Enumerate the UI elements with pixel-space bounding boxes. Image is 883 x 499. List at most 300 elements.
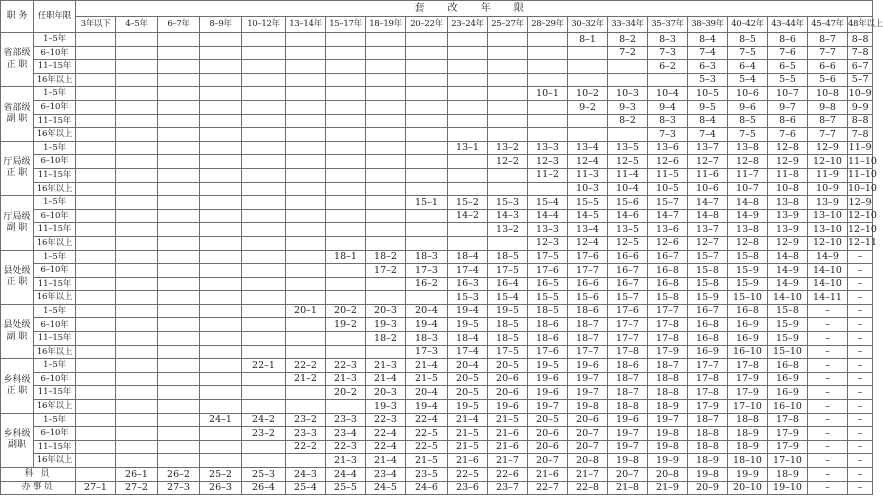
grade-cell: 15–7	[608, 291, 648, 305]
grade-cell: 5–4	[728, 73, 768, 87]
empty-cell	[488, 128, 528, 142]
grade-cell: 7–7	[808, 128, 848, 142]
grade-cell: 10–5	[648, 182, 688, 196]
empty-cell	[76, 114, 116, 128]
empty-cell	[200, 128, 242, 142]
empty-cell	[488, 236, 528, 250]
table-row	[1, 114, 873, 128]
tenure-cell: 1–5年	[34, 250, 76, 264]
empty-cell	[406, 128, 448, 142]
range-header: 15–17年	[326, 17, 366, 33]
empty-cell	[76, 454, 116, 468]
grade-cell: 17–7	[608, 318, 648, 332]
empty-cell	[488, 73, 528, 87]
empty-cell	[200, 46, 242, 60]
grade-cell: 17–10	[728, 400, 768, 414]
grade-cell: 14–5	[568, 209, 608, 223]
empty-cell	[116, 182, 158, 196]
empty-cell	[406, 73, 448, 87]
grade-cell: 20–4	[448, 359, 488, 373]
empty-cell	[448, 236, 488, 250]
grade-cell: 6–5	[768, 60, 808, 74]
empty-cell	[326, 141, 366, 155]
grade-cell: 21–7	[568, 468, 608, 482]
grade-cell: 22–6	[488, 468, 528, 482]
grade-cell: 5–6	[808, 73, 848, 87]
grade-cell: 19–8	[648, 427, 688, 441]
position-group-label: 乡科级 正 职	[1, 359, 34, 413]
range-header: 25–27年	[488, 17, 528, 33]
empty-cell	[242, 155, 286, 169]
empty-cell	[406, 141, 448, 155]
empty-cell	[76, 250, 116, 264]
grade-cell: 24–6	[406, 481, 448, 495]
grade-cell: 21–6	[488, 440, 528, 454]
grade-cell: 17–7	[568, 345, 608, 359]
range-header: 33–34年	[608, 17, 648, 33]
grade-cell: 11–5	[648, 168, 688, 182]
grade-cell: 17–3	[406, 264, 448, 278]
empty-cell	[200, 454, 242, 468]
grade-cell: 19–5	[488, 304, 528, 318]
empty-cell	[326, 236, 366, 250]
tenure-cell: 1–5年	[34, 304, 76, 318]
grade-cell: 15–5	[568, 196, 608, 210]
grade-cell: 23–6	[448, 481, 488, 495]
grade-cell: 17–7	[608, 332, 648, 346]
empty-cell	[242, 264, 286, 278]
table-row	[1, 440, 873, 454]
grade-cell: 11–10	[848, 155, 877, 167]
empty-cell	[76, 345, 116, 359]
position-label: 科 员	[1, 468, 76, 482]
grade-cell: 18–4	[448, 332, 488, 346]
empty-cell	[200, 100, 242, 114]
grade-cell: 17–6	[528, 345, 568, 359]
grade-cell: 18–1	[326, 250, 366, 264]
tenure-cell: 1–5年	[34, 196, 76, 210]
grade-cell: –	[848, 359, 873, 373]
grade-cell: 24–1	[200, 413, 242, 427]
empty-cell	[286, 332, 326, 346]
grade-cell: 11–4	[608, 168, 648, 182]
position-group-label: 省部级 副 职	[1, 87, 34, 141]
empty-cell	[200, 73, 242, 87]
grade-cell: 18–7	[568, 318, 608, 332]
empty-cell	[158, 60, 200, 74]
empty-cell	[242, 73, 286, 87]
empty-cell	[76, 359, 116, 373]
empty-cell	[116, 359, 158, 373]
table-row	[1, 481, 873, 495]
grade-cell: 23–4	[326, 427, 366, 441]
empty-cell	[116, 440, 158, 454]
tenure-cell: 11–15年	[34, 168, 76, 182]
grade-cell: 23–4	[366, 468, 406, 482]
grade-cell: 18–8	[688, 427, 728, 441]
grade-cell: 7–5	[728, 128, 768, 142]
grade-cell: 11–8	[768, 168, 808, 182]
empty-cell	[116, 168, 158, 182]
tenure-cell: 16年以上	[34, 73, 76, 87]
empty-cell	[286, 345, 326, 359]
grade-cell: 10–7	[728, 182, 768, 196]
empty-cell	[158, 73, 200, 87]
grade-cell: 15–1	[406, 196, 448, 210]
empty-cell	[406, 236, 448, 250]
grade-cell: 10–9	[808, 182, 848, 196]
position-group-label: 厅局级 正 职	[1, 141, 34, 195]
grade-cell: 5–5	[768, 73, 808, 87]
grade-cell: 24–2	[242, 413, 286, 427]
empty-cell	[488, 87, 528, 101]
empty-cell	[116, 141, 158, 155]
empty-cell	[286, 277, 326, 291]
empty-cell	[200, 236, 242, 250]
grade-cell: 14–10	[808, 264, 848, 278]
empty-cell	[76, 468, 116, 482]
empty-cell	[326, 264, 366, 278]
grade-cell: 13–2	[488, 141, 528, 155]
table-row	[1, 318, 873, 332]
position-label: 办事员	[1, 481, 76, 495]
position-group-label: 省部级 正 职	[1, 33, 34, 87]
tenure-cell: 11–15年	[34, 60, 76, 74]
empty-cell	[528, 60, 568, 74]
empty-cell	[242, 209, 286, 223]
grade-cell: 10–8	[808, 87, 848, 101]
grade-cell: 19–2	[326, 318, 366, 332]
tenure-cell: 16年以上	[34, 182, 76, 196]
empty-cell	[608, 128, 648, 142]
grade-cell: 17–8	[648, 332, 688, 346]
grade-cell: 19–5	[448, 318, 488, 332]
tenure-cell: 6–10年	[34, 100, 76, 114]
grade-cell: 15–9	[728, 277, 768, 291]
grade-cell: 20–5	[528, 413, 568, 427]
empty-cell	[286, 128, 326, 142]
grade-cell: 12–4	[568, 155, 608, 169]
grade-cell: 13–5	[608, 223, 648, 237]
grade-cell: 17–5	[528, 250, 568, 264]
empty-cell	[158, 345, 200, 359]
grade-cell: 18–7	[688, 413, 728, 427]
empty-cell	[200, 332, 242, 346]
empty-cell	[158, 440, 200, 454]
empty-cell	[286, 100, 326, 114]
grade-cell: 18–8	[648, 386, 688, 400]
empty-cell	[366, 182, 406, 196]
grade-cell: 7–4	[688, 46, 728, 60]
header-row-top	[1, 1, 873, 17]
grade-cell: 20–7	[568, 427, 608, 441]
empty-cell	[158, 209, 200, 223]
empty-cell	[242, 87, 286, 101]
grade-cell: 14–8	[688, 209, 728, 223]
empty-cell	[158, 304, 200, 318]
empty-cell	[242, 250, 286, 264]
empty-cell	[326, 345, 366, 359]
grade-cell: 17–5	[488, 264, 528, 278]
empty-cell	[76, 209, 116, 223]
empty-cell	[608, 73, 648, 87]
empty-cell	[76, 46, 116, 60]
empty-cell	[326, 182, 366, 196]
empty-cell	[242, 386, 286, 400]
grade-cell: 10–8	[768, 182, 808, 196]
table-row	[1, 277, 873, 291]
empty-cell	[116, 128, 158, 142]
empty-cell	[488, 168, 528, 182]
empty-cell	[76, 386, 116, 400]
empty-cell	[488, 182, 528, 196]
empty-cell	[76, 33, 116, 47]
grade-cell: 17–6	[608, 304, 648, 318]
grade-cell: 23–3	[326, 413, 366, 427]
grade-cell: –	[848, 318, 873, 332]
empty-cell	[448, 73, 488, 87]
grade-cell: 12–9	[848, 196, 872, 208]
grade-cell: 22–8	[568, 481, 608, 495]
empty-cell	[76, 236, 116, 250]
grade-cell: 12–6	[648, 155, 688, 169]
grade-cell: 14–10	[808, 277, 848, 291]
grade-cell: 23–7	[488, 481, 528, 495]
empty-cell	[76, 73, 116, 87]
grade-cell: 9–8	[808, 100, 848, 114]
grade-cell: 8–2	[608, 114, 648, 128]
empty-cell	[286, 168, 326, 182]
grade-cell: 18–7	[568, 332, 608, 346]
grade-cell: 15–4	[488, 291, 528, 305]
empty-cell	[406, 87, 448, 101]
grade-cell: 17–2	[366, 264, 406, 278]
grade-cell: 15–2	[448, 196, 488, 210]
empty-cell	[158, 318, 200, 332]
empty-cell	[158, 372, 200, 386]
table-row	[1, 454, 873, 468]
grade-cell: 19–4	[406, 318, 448, 332]
empty-cell	[116, 291, 158, 305]
empty-cell	[76, 372, 116, 386]
empty-cell	[76, 332, 116, 346]
grade-cell: 19–4	[448, 304, 488, 318]
tenure-cell: 1–5年	[34, 413, 76, 427]
grade-cell: 17–9	[768, 440, 808, 454]
grade-cell: –	[808, 386, 848, 400]
grade-cell: 7–2	[608, 46, 648, 60]
grade-cell: 13–8	[728, 141, 768, 155]
grade-cell: 11–9	[808, 168, 848, 182]
grade-cell: 10–2	[568, 87, 608, 101]
empty-cell	[200, 359, 242, 373]
grade-cell: 7–5	[728, 46, 768, 60]
grade-cell: 8–3	[648, 33, 688, 47]
empty-cell	[568, 128, 608, 142]
range-header: 38–39年	[688, 17, 728, 33]
grade-cell: 15–7	[688, 250, 728, 264]
grade-cell: 8–6	[768, 114, 808, 128]
grade-cell: 13–9	[808, 196, 848, 210]
range-header: 4–5年	[116, 17, 158, 33]
grade-cell: 20–5	[448, 386, 488, 400]
grade-cell: 11–7	[728, 168, 768, 182]
grade-cell: 18–3	[406, 250, 448, 264]
empty-cell	[568, 114, 608, 128]
empty-cell	[366, 223, 406, 237]
grade-cell: 19–8	[608, 454, 648, 468]
tenure-cell: 16年以上	[34, 291, 76, 305]
grade-cell: 14–9	[768, 264, 808, 278]
grade-cell: 16–8	[648, 264, 688, 278]
grade-cell: 22–4	[366, 440, 406, 454]
empty-cell	[648, 73, 688, 87]
grade-cell: 19–6	[568, 359, 608, 373]
grade-cell: 17–8	[768, 413, 808, 427]
range-header: 28–29年	[528, 17, 568, 33]
range-header: 6–7年	[158, 17, 200, 33]
empty-cell	[326, 332, 366, 346]
empty-cell	[286, 223, 326, 237]
grade-cell: 13–8	[728, 223, 768, 237]
grade-cell: 12–4	[568, 236, 608, 250]
grade-cell: 8–2	[608, 33, 648, 47]
empty-cell	[158, 128, 200, 142]
empty-cell	[200, 196, 242, 210]
grade-cell: 26–3	[200, 481, 242, 495]
grade-cell: 10–3	[568, 182, 608, 196]
grade-cell: 19–7	[608, 440, 648, 454]
range-header: 35–37年	[648, 17, 688, 33]
empty-cell	[116, 46, 158, 60]
grade-cell: 7–3	[648, 128, 688, 142]
grade-cell: 15–10	[728, 291, 768, 305]
grade-cell: 12–5	[608, 155, 648, 169]
table-row	[1, 128, 873, 142]
grade-cell: 18–5	[528, 304, 568, 318]
grade-cell: 23–2	[242, 427, 286, 441]
grade-cell: –	[848, 250, 873, 264]
empty-cell	[366, 46, 406, 60]
grade-cell: 14–8	[768, 250, 808, 264]
empty-cell	[448, 87, 488, 101]
empty-cell	[528, 100, 568, 114]
grade-cell: 21–4	[406, 359, 448, 373]
grade-cell: 20–6	[488, 386, 528, 400]
grade-cell: 17–8	[648, 318, 688, 332]
empty-cell	[200, 141, 242, 155]
grade-cell: 18–6	[568, 304, 608, 318]
grade-cell: 7–4	[688, 128, 728, 142]
empty-cell	[200, 182, 242, 196]
grade-cell: 14–11	[808, 291, 848, 305]
grade-cell: 9–2	[568, 100, 608, 114]
empty-cell	[286, 73, 326, 87]
grade-cell: 18–9	[728, 440, 768, 454]
empty-cell	[286, 386, 326, 400]
table-row	[1, 291, 873, 305]
table-row	[1, 372, 873, 386]
grade-cell: 14–9	[728, 209, 768, 223]
grade-cell: –	[848, 427, 873, 441]
grade-cell: –	[808, 345, 848, 359]
empty-cell	[200, 114, 242, 128]
grade-cell: –	[808, 481, 848, 495]
empty-cell	[448, 33, 488, 47]
empty-cell	[200, 386, 242, 400]
grade-cell: 12–9	[808, 141, 848, 155]
empty-cell	[406, 155, 448, 169]
grade-cell: 22–4	[366, 427, 406, 441]
grade-cell: 17–4	[448, 264, 488, 278]
empty-cell	[116, 318, 158, 332]
grade-cell: 7–6	[768, 46, 808, 60]
empty-cell	[608, 60, 648, 74]
grade-cell: 16–7	[688, 304, 728, 318]
empty-cell	[200, 250, 242, 264]
empty-cell	[242, 400, 286, 414]
empty-cell	[200, 291, 242, 305]
grade-cell: 20–5	[488, 359, 528, 373]
grade-cell: 11–9	[848, 142, 872, 154]
grade-cell: 21–4	[366, 454, 406, 468]
empty-cell	[76, 182, 116, 196]
empty-cell	[158, 359, 200, 373]
grade-cell: –	[848, 454, 873, 468]
grade-cell: 10–1	[528, 87, 568, 101]
grade-cell: 20–4	[406, 304, 448, 318]
grade-cell: 15–9	[688, 291, 728, 305]
empty-cell	[488, 33, 528, 47]
empty-cell	[158, 100, 200, 114]
empty-cell	[286, 33, 326, 47]
empty-cell	[158, 155, 200, 169]
grade-cell: 24–4	[326, 468, 366, 482]
empty-cell	[326, 168, 366, 182]
grade-cell: 6–6	[808, 60, 848, 74]
empty-cell	[286, 318, 326, 332]
range-header: 30–32年	[568, 17, 608, 33]
grade-cell: 10–4	[608, 182, 648, 196]
grade-cell: 11–6	[688, 168, 728, 182]
empty-cell	[406, 46, 448, 60]
empty-cell	[242, 454, 286, 468]
position-group-label: 厅局级 副 职	[1, 196, 34, 250]
range-header: 8–9年	[200, 17, 242, 33]
grade-cell: 7–8	[848, 46, 873, 60]
empty-cell	[76, 87, 116, 101]
tenure-cell: 1–5年	[34, 359, 76, 373]
grade-cell: 11–2	[528, 168, 568, 182]
grade-cell: 12–10	[848, 210, 877, 222]
grade-cell: 13–10	[808, 223, 848, 237]
grade-cell: 16–10	[768, 400, 808, 414]
grade-cell: 7–3	[648, 46, 688, 60]
grade-cell: 12–6	[648, 236, 688, 250]
empty-cell	[406, 291, 448, 305]
grade-cell: 22–3	[326, 359, 366, 373]
empty-cell	[76, 100, 116, 114]
table-row	[1, 223, 873, 237]
empty-cell	[158, 87, 200, 101]
empty-cell	[76, 141, 116, 155]
tenure-cell: 11–15年	[34, 440, 76, 454]
grade-cell: –	[848, 440, 873, 454]
table-row	[1, 46, 873, 60]
empty-cell	[366, 141, 406, 155]
grade-cell: 9–4	[648, 100, 688, 114]
grade-cell: 6–4	[728, 60, 768, 74]
